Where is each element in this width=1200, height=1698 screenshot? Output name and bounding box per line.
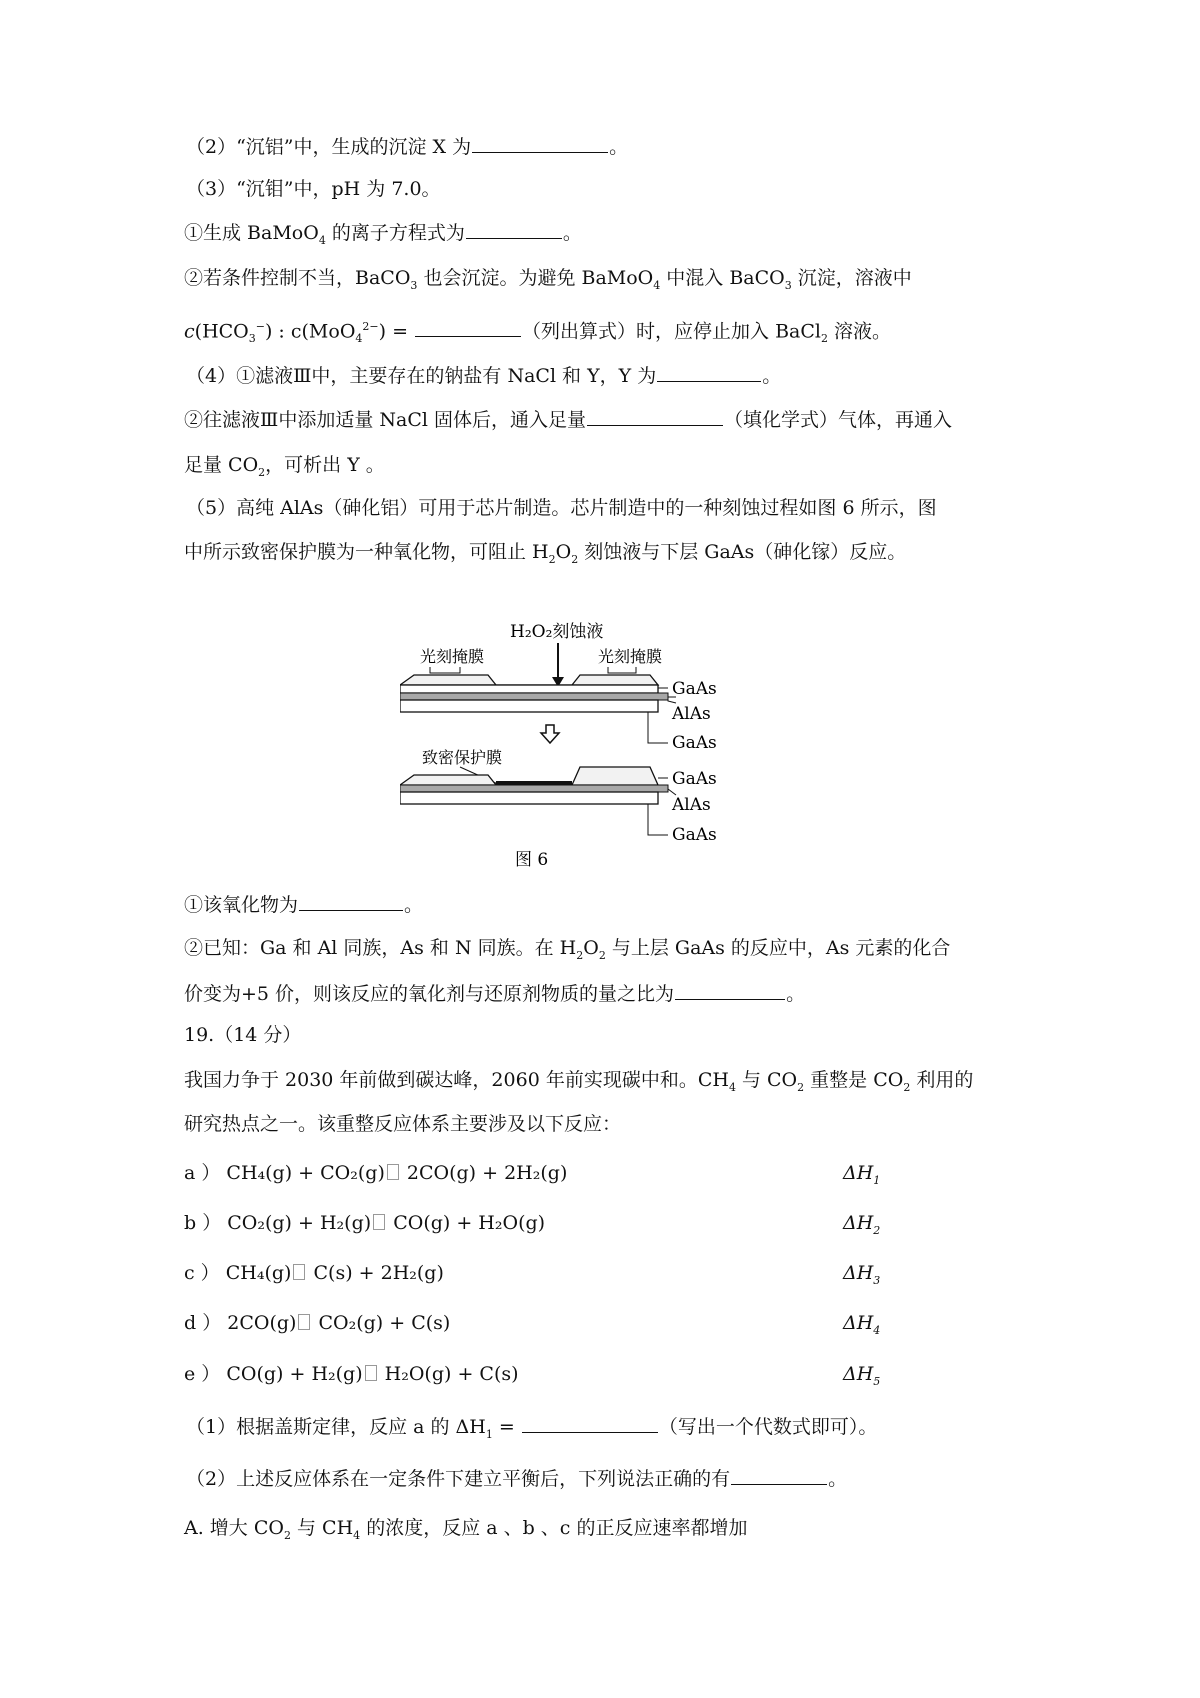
- reaction-a: a ） CH₄(g) + CO₂(g) 2CO(g) + 2H₂(g) $\Delta H_1$: [184, 1162, 881, 1187]
- dense-protective-film: [496, 781, 572, 785]
- question-3-2-line2: $c(HCO_3^-)$ : c(MoO$_4^{2-}$) = （列出算式）时，应停止加入 BaCl$_2$ 溶液。: [184, 320, 892, 346]
- question-2: （2）“沉铝”中，生成的沉淀 X 为 。: [186, 136, 629, 158]
- etchant-label: H₂O₂刻蚀液: [510, 622, 604, 642]
- question-5-line2: 中所示致密保护膜为一种氧化物，可阻止 $H_2O_2$ 刻蚀液与下层 GaAs（砷化镓）反应。: [184, 541, 907, 566]
- question-4-2-line2: 足量 $CO_2$，可析出 Y 。: [184, 454, 385, 479]
- reaction-d: d ） 2CO(g) CO₂(g) + C(s) $\Delta H_4$: [184, 1312, 881, 1337]
- alas-layer-2: [400, 785, 668, 792]
- gaas-bottom-layer: [400, 700, 658, 712]
- gaas-bottom-label: GaAs: [672, 733, 717, 753]
- question-4-2-line1: ②往滤液Ⅲ中添加适量 NaCl 固体后，通入足量 （填化学式）气体，再通入: [184, 409, 952, 431]
- option-a: A. 增大 $CO_2$ 与 $CH_4$ 的浓度，反应 a 、b 、c 的正反应速率都增加: [184, 1517, 748, 1542]
- question-19-intro-line2: 研究热点之一。该重整反应体系主要涉及以下反应：: [184, 1113, 622, 1135]
- question-3: （3）“沉钼”中，pH 为 7.0。: [186, 178, 441, 200]
- question-3-2-line1: ②若条件控制不当，BaCO$_3$ 也会沉淀。为避免 BaMoO$_4$ 中混入 BaCO$_3$ 沉淀，溶液中: [184, 267, 912, 292]
- answer-blank[interactable]: [466, 222, 562, 239]
- gaas-bottom-layer-2: [400, 792, 658, 804]
- reaction-e: e ） CO(g) + H₂(g) H₂O(g) + C(s) $\Delta H_5$: [184, 1363, 881, 1388]
- answer-blank[interactable]: [415, 320, 521, 337]
- alas-label-2: AlAs: [672, 795, 711, 815]
- gaas-top-label-2: GaAs: [672, 769, 717, 789]
- protect-film-label: 致密保护膜: [422, 748, 503, 767]
- gaas-top-layer: [400, 685, 658, 693]
- answer-blank[interactable]: [731, 1468, 827, 1485]
- question-19-intro-line1: 我国力争于 2030 年前做到碳达峰，2060 年前实现碳中和。$CH_4$ 与 $CO_2$ 重整是 $CO_2$ 利用的: [184, 1069, 974, 1094]
- answer-blank[interactable]: [472, 136, 608, 153]
- question-5-2-line2: 价变为+5 价，则该反应的氧化剂与还原剂物质的量之比为 。: [184, 983, 806, 1005]
- answer-blank[interactable]: [675, 983, 785, 1000]
- photomask-layer: [400, 675, 658, 685]
- gaas-bottom-label-2: GaAs: [672, 825, 717, 845]
- gaas-left-block: [400, 775, 496, 785]
- question-19-header: 19.（14 分）: [184, 1024, 302, 1046]
- process-arrow-icon: [541, 725, 559, 743]
- question-5-2-line1: ②已知：Ga 和 Al 同族，As 和 N 同族。在 $H_2O_2$ 与上层 GaAs 的反应中，As 元素的化合: [184, 937, 951, 962]
- mask-left-label: 光刻掩膜: [420, 647, 485, 666]
- alas-label: AlAs: [672, 704, 711, 724]
- reaction-b: b ） CO₂(g) + H₂(g) CO(g) + H₂O(g) $\Delta H_2$: [184, 1212, 881, 1237]
- answer-blank[interactable]: [299, 894, 403, 911]
- gaas-top-label: GaAs: [672, 679, 717, 699]
- mask-right-label: 光刻掩膜: [598, 647, 663, 666]
- gaas-right-block: [572, 767, 658, 785]
- question-19-2: （2）上述反应体系在一定条件下建立平衡后，下列说法正确的有 。: [186, 1468, 848, 1490]
- question-3-1: ①生成 BaMoO$_4$ 的离子方程式为 。: [184, 222, 582, 247]
- reaction-c: c ） CH₄(g) C(s) + 2H₂(g) $\Delta H_3$: [184, 1262, 881, 1287]
- alas-layer: [400, 693, 668, 700]
- figure-caption: 图 6: [515, 850, 549, 870]
- answer-blank[interactable]: [522, 1416, 658, 1433]
- question-19-1: （1）根据盖斯定律，反应 a 的 $\Delta H_1$ = （写出一个代数式即可）。: [186, 1416, 878, 1441]
- question-5-1: ①该氧化物为 。: [184, 894, 424, 916]
- etching-process-figure: [400, 615, 790, 887]
- question-4-1: （4）①滤液Ⅲ中，主要存在的钠盐有 NaCl 和 Y，Y 为 。: [186, 365, 782, 387]
- question-5-line1: （5）高纯 AlAs（砷化铝）可用于芯片制造。芯片制造中的一种刻蚀过程如图 6 所示，图: [186, 497, 937, 519]
- answer-blank[interactable]: [587, 409, 723, 426]
- answer-blank[interactable]: [657, 365, 761, 382]
